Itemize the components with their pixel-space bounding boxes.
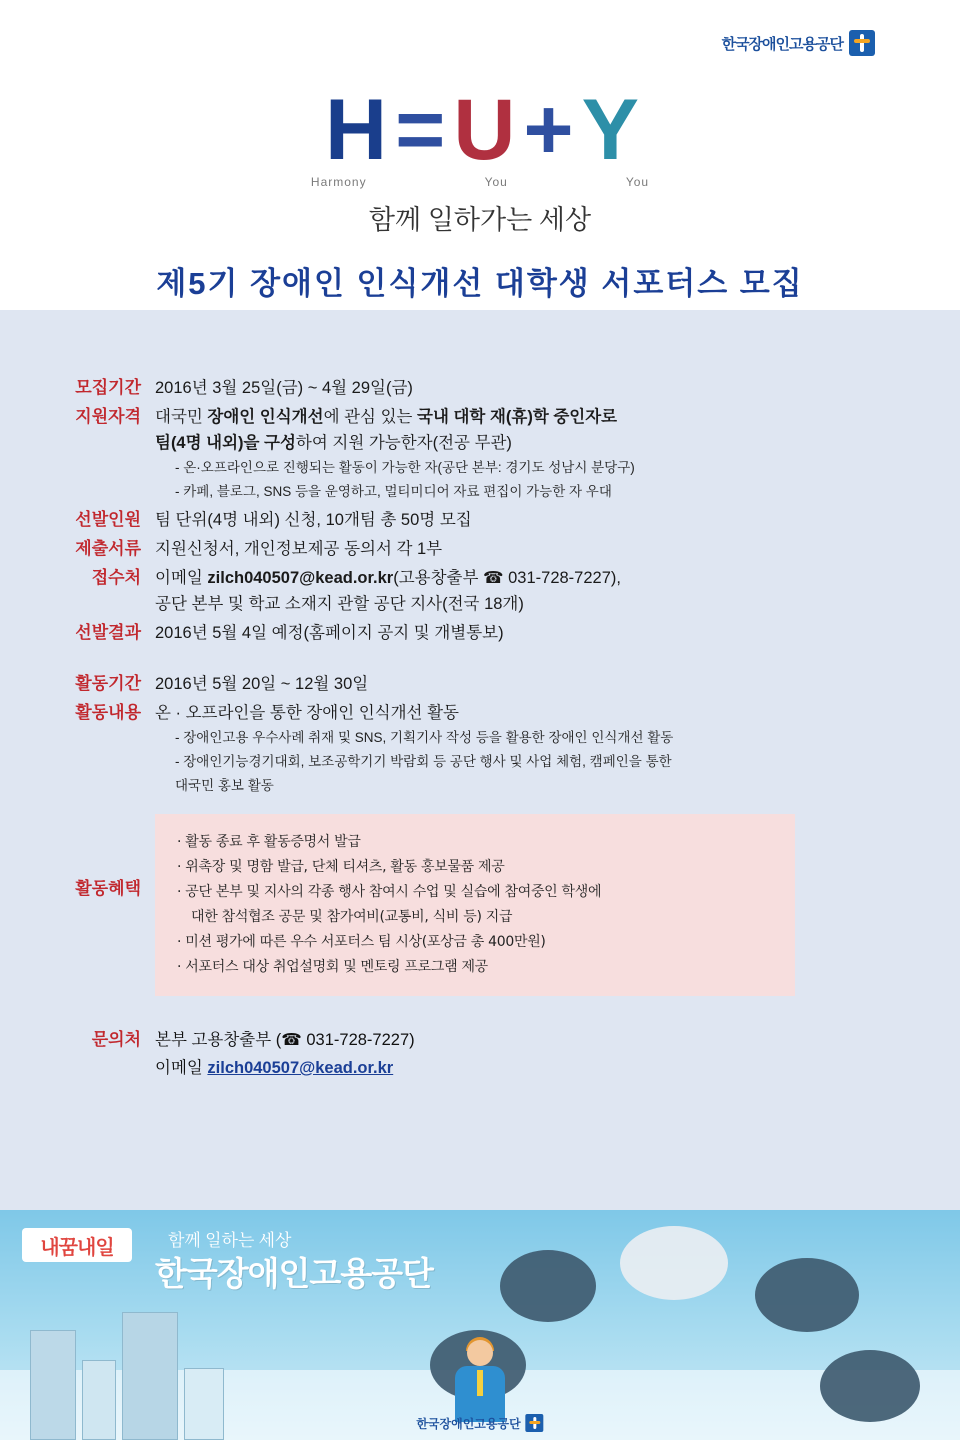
eligibility-team-rest: 하여 지원 가능한자(전공 무관) [295, 434, 512, 452]
huy-letter-y: Y [581, 81, 636, 178]
row-activity-period [0, 671, 960, 697]
row-sub-2: - 장애인기능경기대회, 보조공학기기 박람회 등 공단 행사 및 사업 체험, 캠페인을 통한 [175, 754, 672, 769]
eligibility-text-b: 장애인 인식개선 [207, 408, 324, 426]
scene-bubble-icon [500, 1250, 596, 1322]
row-contact [0, 1026, 960, 1082]
row-value: 온 · 오프라인을 통한 장애인 인식개선 활동 [155, 704, 459, 722]
huy-slogan: 함께 일하가는 세상 [368, 205, 592, 235]
row-result [0, 620, 960, 646]
benefit-item: · 서포터스 대상 취업설명회 및 멘토링 프로그램 제공 [177, 959, 488, 975]
benefit-item: · 미션 평가에 따른 우수 서포터스 팀 시상(포상금 총 400만원) [177, 934, 546, 950]
eligibility-text-a: 대국민 [155, 408, 208, 426]
kead-logo-text: 한국장애인고용공단 [722, 33, 843, 54]
huy-plus-sign: + [523, 81, 570, 178]
contact-email-link[interactable]: zilch040507@kead.or.kr [207, 1059, 394, 1077]
eligibility-team-text: 팀(4명 내외)을 구성 [155, 434, 296, 452]
row-label: 지원자격 [75, 407, 141, 426]
row-label: 접수처 [91, 568, 141, 587]
building-icon [82, 1360, 116, 1440]
benefit-item-continued: 대한 참석협조 공문 및 참가여비(교통비, 식비 등) 지급 [191, 909, 513, 925]
row-activity-benefits [0, 814, 960, 996]
row-value: 2016년 5월 4일 예정(홈페이지 공지 및 개별통보) [155, 624, 504, 642]
row-sub-1: - 온·오프라인으로 진행되는 활동이 가능한 자(공단 본부: 경기도 성남시 분당구) [175, 460, 635, 475]
huy-label-you-2: You [625, 175, 650, 189]
row-application-office [0, 565, 960, 617]
scene-bubble-icon [755, 1258, 859, 1332]
row-label: 활동내용 [75, 703, 141, 722]
dream-badge: 내꿈내일 [22, 1228, 132, 1262]
contact-label: 문의처 [91, 1030, 141, 1049]
benefits-box [155, 814, 795, 996]
poster-header [0, 0, 960, 310]
contact-phone-line: 본부 고용창출부 (☎ 031-728-7227) [155, 1031, 415, 1049]
kead-logo [722, 30, 875, 56]
building-icon [30, 1330, 76, 1440]
footer-logo [416, 1414, 543, 1432]
row-value-line1 [155, 565, 621, 591]
footer-org-name: 한국장애인고용공단 [155, 1255, 433, 1292]
benefits-label: 활동혜택 [75, 879, 141, 898]
scene-bubble-icon [820, 1350, 920, 1422]
huy-letter-u: U [453, 81, 512, 178]
row-sub-1: - 장애인고용 우수사례 취재 및 SNS, 기획기사 작성 등을 활용한 장애인 인식개선 활동 [175, 730, 674, 745]
row-value: 2016년 3월 25일(금) ~ 4월 29일(금) [155, 379, 413, 397]
huy-label-you-1: You [484, 175, 508, 189]
section-gap [0, 649, 960, 671]
poster-footer [0, 1210, 960, 1440]
benefit-item: · 위촉장 및 명함 발급, 단체 티셔츠, 활동 홍보물품 제공 [177, 859, 505, 875]
row-value: 팀 단위(4명 내외) 신청, 10개팀 총 50명 모집 [155, 511, 472, 529]
row-value-line2 [155, 430, 635, 456]
row-documents [0, 536, 960, 562]
row-sub-3: 대국민 홍보 활동 [175, 778, 274, 793]
row-sub-2: - 카페, 블로그, SNS 등을 운영하고, 멀티미디어 자료 편집이 가능한 자 우대 [175, 484, 612, 499]
contact-email-line [155, 1054, 415, 1082]
benefit-item: · 공단 본부 및 지사의 각종 행사 참여시 수업 및 실습에 참여중인 학생에 [177, 884, 602, 900]
person-head [467, 1340, 493, 1366]
kead-logo-mark [849, 30, 875, 56]
row-label: 활동기간 [75, 674, 141, 693]
building-icon [184, 1368, 224, 1440]
row-label: 선발결과 [75, 623, 141, 642]
row-value-line1 [155, 404, 635, 430]
reception-prefix: 이메일 [155, 569, 208, 587]
person-tie [477, 1370, 483, 1396]
row-activity-content [0, 700, 960, 798]
contact-email-prefix: 이메일 [155, 1059, 208, 1077]
row-label: 선발인원 [75, 510, 141, 529]
benefit-item: · 활동 종료 후 활동증명서 발급 [177, 834, 361, 850]
building-icon [122, 1312, 178, 1440]
row-eligibility [0, 404, 960, 504]
reception-suffix: (고용창출부 ☎ 031-728-7227), [393, 569, 621, 587]
row-label: 모집기간 [75, 378, 141, 397]
row-label: 제출서류 [75, 539, 141, 558]
reception-email: zilch040507@kead.or.kr [207, 569, 394, 587]
row-value: 지원신청서, 개인정보제공 동의서 각 1부 [155, 540, 443, 558]
page-title: 제5기 장애인 인식개선 대학생 서포터스 모집 [156, 266, 804, 301]
eligibility-text-d: 국내 대학 재(휴)학 중인자로 [417, 408, 618, 426]
huy-label-harmony: Harmony [310, 175, 367, 189]
footer-logo-text: 한국장애인고용공단 [416, 1416, 521, 1431]
row-recruit-period [0, 375, 960, 401]
eligibility-text-c: 에 관심 있는 [323, 408, 418, 426]
huy-labels [0, 175, 960, 189]
huy-equals-sign: = [395, 81, 442, 178]
row-value-line2: 공단 본부 및 학교 소재지 관할 공단 지사(전국 18개) [155, 595, 524, 613]
huy-letter-h: H [324, 81, 384, 178]
footer-logo-mark [526, 1414, 544, 1432]
row-selection-count [0, 507, 960, 533]
footer-slogan: 함께 일하는 세상 [168, 1231, 292, 1250]
row-value: 2016년 5월 20일 ~ 12월 30일 [155, 675, 369, 693]
scene-bubble-icon [620, 1226, 728, 1300]
info-rows [0, 375, 960, 1082]
